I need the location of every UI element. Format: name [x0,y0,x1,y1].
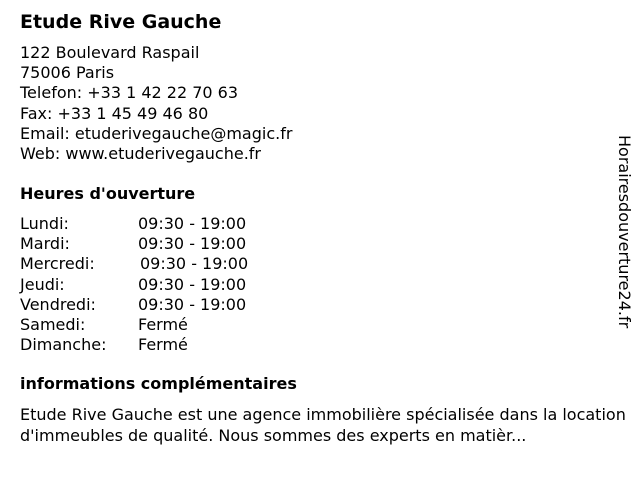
website-address: Web: www.etuderivegauche.fr [20,144,262,164]
day-label: Lundi: [20,214,69,233]
day-label: Mardi: [20,234,70,254]
business-description: Etude Rive Gauche est une agence immobilière spécialisée dans la location d'immeubles de qualité. Nous sommes des experts en matièr... [20,405,626,445]
hours-value: Fermé [138,314,188,334]
hours-value: 09:30 - 19:00 [138,234,247,254]
hours-value: 09:30 - 19:00 [138,214,247,233]
site-watermark: Horairesdouverture24.fr [615,135,634,329]
contact-block [20,43,292,164]
opening-hours-heading: Heures d'ouverture [20,184,196,203]
phone-number: Telefon: +33 1 42 22 70 63 [20,83,239,103]
day-label: Dimanche: [20,335,107,355]
address-city: 75006 Paris [20,63,115,83]
day-label: Mercredi: [20,254,95,274]
day-label: Vendredi: [20,294,96,314]
hours-value: 09:30 - 19:00 [138,274,247,294]
hours-value: Fermé [138,335,188,355]
address-street: 122 Boulevard Raspail [20,43,200,62]
fax-number: Fax: +33 1 45 49 46 80 [20,103,209,123]
day-label: Samedi: [20,314,86,334]
hours-value: 09:30 - 19:00 [138,294,247,314]
day-label: Jeudi: [20,274,65,294]
page-title: Etude Rive Gauche [20,11,222,33]
email-address: Email: etuderivegauche@magic.fr [20,123,293,143]
additional-info-heading: informations complémentaires [20,374,297,393]
hours-value: 09:30 - 19:00 [140,254,249,274]
